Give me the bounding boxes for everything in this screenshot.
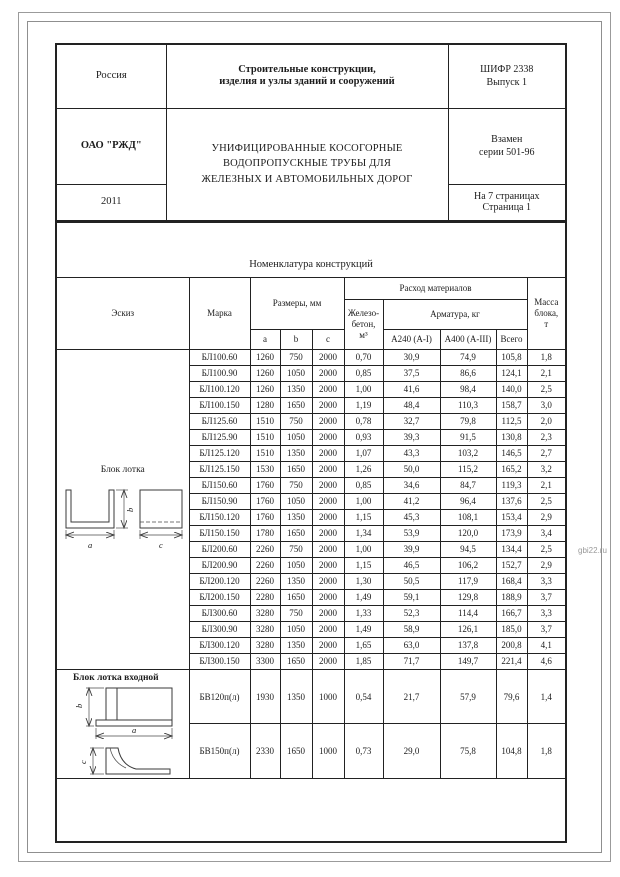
cell-c: 1000 — [312, 724, 344, 778]
cell-a400: 91,5 — [440, 430, 496, 446]
cell-a400: 57,9 — [440, 670, 496, 724]
cell-total: 134,4 — [496, 542, 527, 558]
cell-b: 1350 — [280, 574, 312, 590]
section-title: Номенклатура конструкций — [56, 222, 566, 278]
cell-mark: БЛ125.150 — [189, 462, 250, 478]
cell-a: 1510 — [250, 446, 280, 462]
dim-label-a: a — [87, 540, 92, 551]
cell-total: 119,3 — [496, 478, 527, 494]
cell-mass: 2,1 — [527, 478, 566, 494]
cell-c: 2000 — [312, 590, 344, 606]
cell-a240: 39,3 — [383, 430, 440, 446]
dim-label-c: c — [158, 540, 163, 551]
cell-a: 1280 — [250, 398, 280, 414]
sketch-block-lotka-cell — [56, 350, 189, 670]
cell-total: 79,6 — [496, 670, 527, 724]
cell-concrete: 0,73 — [344, 724, 383, 778]
mass-header-line3: т — [544, 318, 549, 329]
cell-total: 153,4 — [496, 510, 527, 526]
cell-c: 2000 — [312, 414, 344, 430]
sketch-block-inlet-cell — [56, 670, 189, 779]
cell-c: 2000 — [312, 558, 344, 574]
concrete-header-line3: м³ — [359, 329, 368, 340]
cell-concrete: 1,00 — [344, 382, 383, 398]
watermark: gbi22.ru — [578, 546, 607, 555]
cell-a240: 59,1 — [383, 590, 440, 606]
cell-a240: 53,9 — [383, 526, 440, 542]
cell-concrete: 1,65 — [344, 638, 383, 654]
cell-mark: БВ120п(л) — [189, 670, 250, 724]
cell-a400: 86,6 — [440, 366, 496, 382]
cell-c: 2000 — [312, 494, 344, 510]
col-header-dim-c: c — [312, 330, 344, 350]
cell-total: 130,8 — [496, 430, 527, 446]
cell-mass: 2,7 — [527, 446, 566, 462]
cell-mark: БЛ100.90 — [189, 366, 250, 382]
cell-b: 1350 — [280, 670, 312, 724]
cell-a400: 106,2 — [440, 558, 496, 574]
organization-cell: ОАО "РЖД" — [56, 108, 166, 184]
cell-a: 3280 — [250, 606, 280, 622]
cell-mark: БЛ300.120 — [189, 638, 250, 654]
cell-concrete: 0,78 — [344, 414, 383, 430]
cell-c: 2000 — [312, 350, 344, 366]
cell-mark: БЛ100.60 — [189, 350, 250, 366]
cell-mass: 1,8 — [527, 350, 566, 366]
pages-line2: Страница 1 — [482, 202, 531, 214]
cell-concrete: 1,33 — [344, 606, 383, 622]
cell-a400: 115,2 — [440, 462, 496, 478]
cell-a: 2260 — [250, 574, 280, 590]
cell-mark: БЛ150.150 — [189, 526, 250, 542]
col-header-a240: А240 (А-I) — [383, 330, 440, 350]
cell-concrete: 1,00 — [344, 542, 383, 558]
cell-c: 2000 — [312, 446, 344, 462]
cell-concrete: 1,85 — [344, 654, 383, 670]
cell-a: 2260 — [250, 558, 280, 574]
cell-a240: 58,9 — [383, 622, 440, 638]
cell-a240: 48,4 — [383, 398, 440, 414]
cell-mass: 4,6 — [527, 654, 566, 670]
cell-concrete: 1,19 — [344, 398, 383, 414]
col-header-dimensions: Размеры, мм — [250, 278, 344, 330]
cell-a: 1260 — [250, 350, 280, 366]
sketch-block-inlet — [57, 670, 189, 778]
mass-header-line1: Масса — [534, 297, 559, 308]
cell-mark: БЛ300.60 — [189, 606, 250, 622]
cell-a: 3280 — [250, 638, 280, 654]
cell-mass: 2,1 — [527, 366, 566, 382]
title-block-row-1 — [56, 44, 566, 108]
cell-b: 750 — [280, 414, 312, 430]
year-cell: 2011 — [56, 184, 166, 221]
replaces-line1: Взамен — [491, 133, 523, 145]
cell-total: 168,4 — [496, 574, 527, 590]
cell-a400: 75,8 — [440, 724, 496, 778]
cell-mark: БЛ125.90 — [189, 430, 250, 446]
inlet-rows — [56, 670, 566, 779]
country-cell: Россия — [56, 44, 166, 108]
cell-b: 750 — [280, 542, 312, 558]
cell-c: 2000 — [312, 478, 344, 494]
cell-b: 750 — [280, 478, 312, 494]
cell-mark: БЛ300.150 — [189, 654, 250, 670]
cell-c: 2000 — [312, 382, 344, 398]
cell-total: 137,6 — [496, 494, 527, 510]
cell-mass: 3,0 — [527, 398, 566, 414]
cell-total: 104,8 — [496, 724, 527, 778]
cell-b: 1050 — [280, 430, 312, 446]
cell-mass: 2,0 — [527, 414, 566, 430]
pages-cell — [448, 184, 566, 221]
cell-a400: 137,8 — [440, 638, 496, 654]
cell-a: 1760 — [250, 510, 280, 526]
cell-a: 1260 — [250, 366, 280, 382]
cell-b: 1650 — [280, 590, 312, 606]
cell-a240: 41,6 — [383, 382, 440, 398]
cell-a240: 50,0 — [383, 462, 440, 478]
cell-b: 1050 — [280, 366, 312, 382]
cell-b: 1050 — [280, 622, 312, 638]
cell-a: 3280 — [250, 622, 280, 638]
cell-concrete: 1,49 — [344, 590, 383, 606]
cell-b: 750 — [280, 606, 312, 622]
col-header-sketch: Эскиз — [56, 278, 189, 350]
cell-mass: 3,7 — [527, 622, 566, 638]
cell-a: 3300 — [250, 654, 280, 670]
classification-line2: изделия и узлы зданий и сооружений — [219, 76, 395, 88]
cell-mark: БЛ125.120 — [189, 446, 250, 462]
cell-mark: БЛ125.60 — [189, 414, 250, 430]
cell-total: 221,4 — [496, 654, 527, 670]
cell-concrete: 1,00 — [344, 494, 383, 510]
cell-a400: 114,4 — [440, 606, 496, 622]
col-header-dim-a: a — [250, 330, 280, 350]
cell-mass: 3,3 — [527, 606, 566, 622]
cell-total: 166,7 — [496, 606, 527, 622]
cell-a400: 126,1 — [440, 622, 496, 638]
cell-mass: 3,4 — [527, 526, 566, 542]
cell-a: 1510 — [250, 430, 280, 446]
cell-c: 2000 — [312, 398, 344, 414]
cell-total: 146,5 — [496, 446, 527, 462]
document-title-cell — [166, 108, 448, 221]
sketch-main-label: Блок лотка — [100, 464, 145, 475]
cell-concrete: 1,26 — [344, 462, 383, 478]
cell-b: 1050 — [280, 494, 312, 510]
cell-mark: БЛ200.150 — [189, 590, 250, 606]
cell-mass: 3,7 — [527, 590, 566, 606]
cell-total: 140,0 — [496, 382, 527, 398]
replaces-cell — [448, 108, 566, 184]
cell-concrete: 0,85 — [344, 366, 383, 382]
cell-total: 200,8 — [496, 638, 527, 654]
cell-mark: БЛ150.60 — [189, 478, 250, 494]
section-title-row — [56, 222, 566, 278]
cell-a: 1780 — [250, 526, 280, 542]
document-title-line1: УНИФИЦИРОВАННЫЕ КОСОГОРНЫЕ ВОДОПРОПУСКНЫЕ ТРУБЫ ДЛЯ — [211, 142, 403, 170]
cell-a240: 34,6 — [383, 478, 440, 494]
cell-total: 152,7 — [496, 558, 527, 574]
cell-a400: 110,3 — [440, 398, 496, 414]
cell-total: 185,0 — [496, 622, 527, 638]
cell-total: 158,7 — [496, 398, 527, 414]
cell-total: 165,2 — [496, 462, 527, 478]
cell-a240: 45,3 — [383, 510, 440, 526]
table-row — [56, 350, 566, 366]
cell-mark: БЛ200.60 — [189, 542, 250, 558]
cell-c: 2000 — [312, 526, 344, 542]
cell-a240: 46,5 — [383, 558, 440, 574]
cell-a: 1760 — [250, 478, 280, 494]
cell-concrete: 0,70 — [344, 350, 383, 366]
col-header-dim-b: b — [280, 330, 312, 350]
cell-total: 112,5 — [496, 414, 527, 430]
document-title-line2: ЖЕЛЕЗНЫХ И АВТОМОБИЛЬНЫХ ДОРОГ — [201, 174, 413, 186]
cell-b: 1650 — [280, 398, 312, 414]
empty-footer-row — [56, 778, 566, 842]
cell-a240: 29,0 — [383, 724, 440, 778]
cell-c: 1000 — [312, 670, 344, 724]
cell-a240: 52,3 — [383, 606, 440, 622]
lotok-rows — [56, 350, 566, 670]
concrete-header-line1: Железо- — [347, 308, 380, 319]
cell-a: 1930 — [250, 670, 280, 724]
cell-concrete: 1,07 — [344, 446, 383, 462]
cell-concrete: 1,30 — [344, 574, 383, 590]
cell-b: 1050 — [280, 558, 312, 574]
dim-label-b: b — [124, 508, 135, 513]
nomenclature-table — [55, 221, 567, 843]
cell-total: 105,8 — [496, 350, 527, 366]
cell-concrete: 0,54 — [344, 670, 383, 724]
cell-a: 1760 — [250, 494, 280, 510]
sketch-inlet-label: Блок лотка входной — [73, 673, 159, 683]
cell-a400: 129,8 — [440, 590, 496, 606]
cell-a240: 71,7 — [383, 654, 440, 670]
cell-mark: БЛ150.90 — [189, 494, 250, 510]
cell-a400: 120,0 — [440, 526, 496, 542]
cell-concrete: 1,15 — [344, 510, 383, 526]
cell-b: 1650 — [280, 724, 312, 778]
cell-a400: 103,2 — [440, 446, 496, 462]
cell-a240: 39,9 — [383, 542, 440, 558]
cell-a400: 98,4 — [440, 382, 496, 398]
cell-concrete: 1,49 — [344, 622, 383, 638]
cell-a: 2260 — [250, 542, 280, 558]
cell-c: 2000 — [312, 510, 344, 526]
cell-mass: 2,9 — [527, 558, 566, 574]
cell-c: 2000 — [312, 638, 344, 654]
replaces-line2: серии 501-96 — [478, 147, 535, 158]
empty-footer-cell — [56, 778, 566, 842]
table-row — [56, 670, 566, 724]
header-row-1 — [56, 278, 566, 300]
concrete-header-line2: бетон, — [351, 319, 376, 330]
cell-mark: БЛ150.120 — [189, 510, 250, 526]
cell-b: 1350 — [280, 382, 312, 398]
cell-mass: 2,3 — [527, 430, 566, 446]
cell-concrete: 1,15 — [344, 558, 383, 574]
classification-line1: Строительные конструкции, — [238, 64, 376, 76]
cell-mark: БЛ200.90 — [189, 558, 250, 574]
cell-b: 1350 — [280, 446, 312, 462]
cell-a400: 117,9 — [440, 574, 496, 590]
cell-c: 2000 — [312, 654, 344, 670]
cell-c: 2000 — [312, 574, 344, 590]
cell-concrete: 1,34 — [344, 526, 383, 542]
document-content — [55, 43, 565, 843]
cell-a240: 43,3 — [383, 446, 440, 462]
issue-number: Выпуск 1 — [486, 77, 528, 89]
cell-a240: 63,0 — [383, 638, 440, 654]
cell-a240: 41,2 — [383, 494, 440, 510]
col-header-materials: Расход материалов — [344, 278, 527, 300]
cell-mass: 4,1 — [527, 638, 566, 654]
classification-cell — [166, 44, 448, 108]
cell-a400: 84,7 — [440, 478, 496, 494]
cipher-code: ШИФР 2338 — [480, 63, 534, 75]
cell-mass: 2,5 — [527, 542, 566, 558]
cell-a240: 21,7 — [383, 670, 440, 724]
cell-b: 1350 — [280, 638, 312, 654]
cell-a400: 149,7 — [440, 654, 496, 670]
cell-concrete: 0,85 — [344, 478, 383, 494]
cell-mass: 1,8 — [527, 724, 566, 778]
cell-mass: 2,5 — [527, 494, 566, 510]
dim-label-a: a — [131, 724, 136, 735]
cell-mass: 3,2 — [527, 462, 566, 478]
cell-a: 1260 — [250, 382, 280, 398]
cell-c: 2000 — [312, 462, 344, 478]
col-header-mass — [527, 278, 566, 350]
cell-a240: 30,9 — [383, 350, 440, 366]
pages-line1: На 7 страницах — [473, 190, 540, 202]
cell-a: 1510 — [250, 414, 280, 430]
cell-concrete: 0,93 — [344, 430, 383, 446]
dim-label-c: c — [77, 760, 88, 764]
cell-total: 188,9 — [496, 590, 527, 606]
cell-mass: 2,9 — [527, 510, 566, 526]
cell-mass: 3,3 — [527, 574, 566, 590]
cell-b: 1650 — [280, 526, 312, 542]
cell-total: 124,1 — [496, 366, 527, 382]
cell-c: 2000 — [312, 430, 344, 446]
cell-a: 2280 — [250, 590, 280, 606]
cell-b: 1350 — [280, 510, 312, 526]
sketch-block-lotka — [57, 465, 189, 555]
cell-a400: 74,9 — [440, 350, 496, 366]
cell-b: 1650 — [280, 462, 312, 478]
title-block-table — [55, 43, 567, 222]
cell-a240: 37,5 — [383, 366, 440, 382]
cell-b: 1650 — [280, 654, 312, 670]
col-header-rebar: Арматура, кг — [383, 300, 527, 330]
cell-c: 2000 — [312, 366, 344, 382]
inlet-block-drawing-icon — [60, 686, 186, 778]
col-header-mark: Марка — [189, 278, 250, 350]
cell-mark: БВ150п(л) — [189, 724, 250, 778]
title-block-row-2 — [56, 108, 566, 184]
cell-mass: 2,5 — [527, 382, 566, 398]
cell-mark: БЛ100.150 — [189, 398, 250, 414]
cell-a240: 32,7 — [383, 414, 440, 430]
cell-a400: 79,8 — [440, 414, 496, 430]
col-header-a400: А400 (А-III) — [440, 330, 496, 350]
col-header-concrete — [344, 300, 383, 350]
cell-a400: 94,5 — [440, 542, 496, 558]
cipher-cell — [448, 44, 566, 108]
dim-label-b: b — [73, 703, 84, 708]
cell-mark: БЛ200.120 — [189, 574, 250, 590]
cell-a240: 50,5 — [383, 574, 440, 590]
col-header-total: Всего — [496, 330, 527, 350]
cell-a: 1530 — [250, 462, 280, 478]
channel-block-drawing-icon — [60, 484, 186, 554]
mass-header-line2: блока, — [534, 308, 559, 319]
cell-c: 2000 — [312, 622, 344, 638]
cell-c: 2000 — [312, 542, 344, 558]
cell-c: 2000 — [312, 606, 344, 622]
cell-b: 750 — [280, 350, 312, 366]
cell-a400: 96,4 — [440, 494, 496, 510]
cell-mark: БЛ300.90 — [189, 622, 250, 638]
cell-total: 173,9 — [496, 526, 527, 542]
cell-a: 2330 — [250, 724, 280, 778]
cell-mass: 1,4 — [527, 670, 566, 724]
cell-mark: БЛ100.120 — [189, 382, 250, 398]
cell-a400: 108,1 — [440, 510, 496, 526]
